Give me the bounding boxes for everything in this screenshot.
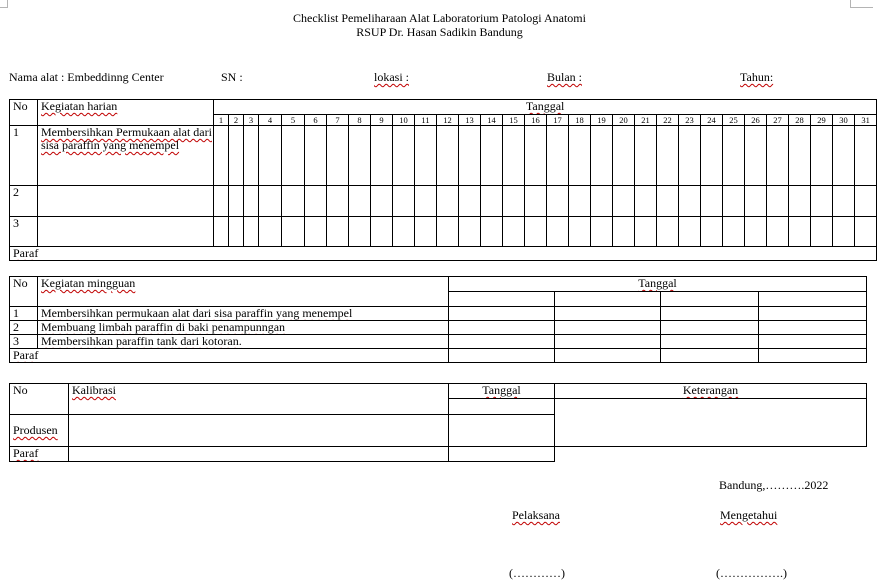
- day-number-cell: 15: [503, 115, 525, 126]
- pelaksana-label: Pelaksana: [512, 508, 560, 522]
- calibration-produsen-label: Produsen: [13, 423, 58, 437]
- daily-date-header: [214, 100, 877, 115]
- document-title: [0, 12, 879, 25]
- calibration-no-header: No: [10, 384, 69, 415]
- day-number-cell: 8: [349, 115, 371, 126]
- day-number-cell: 14: [481, 115, 503, 126]
- day-number-cell: 2: [229, 115, 244, 126]
- daily-date-header-text: Tanggal: [525, 99, 565, 113]
- day-number-cell: 13: [459, 115, 481, 126]
- pelaksana-signature-line: (…………): [509, 566, 565, 580]
- daily-no-header: No: [10, 100, 38, 126]
- calibration-produsen-cell: [10, 415, 69, 447]
- weekly-row-2-text: Membuang limbah paraffin di baki penampunngan: [41, 320, 286, 334]
- day-number-cell: 28: [789, 115, 811, 126]
- daily-checklist-table: [9, 99, 877, 261]
- calibration-kalibrasi-header: [69, 384, 449, 415]
- weekly-row-1-text: Membersihkan permukaan alat dari sisa paraffin yang menempel: [41, 306, 353, 320]
- weekly-no-header: No: [10, 277, 38, 307]
- day-number-cell: 30: [833, 115, 855, 126]
- day-number-cell: 22: [657, 115, 679, 126]
- calibration-paraf-label: Paraf: [13, 446, 39, 460]
- daily-activity-header: [38, 100, 214, 126]
- day-number-cell: 31: [855, 115, 877, 126]
- weekly-checklist-table: [9, 276, 867, 363]
- calibration-notes-cell: [555, 399, 867, 447]
- calibration-paraf-cell: [10, 447, 69, 462]
- daily-row-1-activity: [38, 126, 214, 186]
- calibration-kalibrasi-text: Kalibrasi: [72, 383, 116, 397]
- weekly-paraf-label: Paraf: [13, 348, 39, 362]
- weekly-row-2-activity: [38, 321, 449, 335]
- weekly-row-3-no: 3: [10, 335, 38, 349]
- daily-row-2-activity: [38, 186, 214, 217]
- daily-row-3-activity: [38, 217, 214, 247]
- weekly-row-1-no: 1: [10, 307, 38, 321]
- day-number-cell: 10: [393, 115, 415, 126]
- day-number-cell: 23: [679, 115, 701, 126]
- document-subtitle: [0, 26, 879, 39]
- month-label: Bulan :: [547, 70, 582, 84]
- day-number-cell: 9: [371, 115, 393, 126]
- calibration-date-text: Tanggal: [482, 383, 521, 397]
- serial-number-label: SN :: [221, 70, 243, 84]
- day-number-cell: 27: [767, 115, 789, 126]
- title-line-1: Checklist Pemeliharaan Alat Laboratorium Patologi Anatomi: [293, 11, 586, 25]
- weekly-date-header: [449, 277, 867, 292]
- mengetahui-label: Mengetahui: [720, 508, 778, 522]
- weekly-row-1-activity: [38, 307, 449, 321]
- location-label: lokasi :: [374, 70, 409, 84]
- daily-row-2-no: 2: [10, 186, 38, 217]
- weekly-paraf-row: [10, 349, 449, 363]
- daily-row-3-no: 3: [10, 217, 38, 247]
- day-number-cell: 12: [437, 115, 459, 126]
- day-number-cell: 29: [811, 115, 833, 126]
- day-number-cell: 21: [635, 115, 657, 126]
- calibration-notes-header: [555, 384, 867, 399]
- day-number-cell: 3: [244, 115, 259, 126]
- weekly-activity-header: [38, 277, 449, 307]
- day-number-cell: 5: [282, 115, 305, 126]
- daily-activity-header-text: Kegiatan harian: [41, 99, 118, 113]
- daily-row-1-no: 1: [10, 126, 38, 186]
- title-line-2: RSUP Dr. Hasan Sadikin Bandung: [356, 25, 523, 39]
- day-number-cell: 6: [305, 115, 327, 126]
- day-number-cell: 16: [525, 115, 547, 126]
- calibration-notes-text: Keterangan: [682, 383, 739, 397]
- day-number-cell: 24: [701, 115, 723, 126]
- equipment-name: Nama alat : Embeddinng Center: [9, 70, 164, 84]
- year-label: Tahun:: [740, 70, 774, 84]
- daily-row-1-text: Membersihkan Permukaan alat dari sisa paraffin yang menempel: [41, 125, 212, 152]
- weekly-row-2-no: 2: [10, 321, 38, 335]
- weekly-activity-header-text: Kegiatan mingguan: [41, 276, 136, 290]
- day-number-cell: 4: [259, 115, 282, 126]
- day-number-cell: 19: [591, 115, 613, 126]
- page-corner-mark-right: [850, 0, 873, 8]
- day-number-cell: 1: [214, 115, 229, 126]
- calibration-table: [9, 383, 867, 462]
- day-number-cell: 7: [327, 115, 349, 126]
- weekly-row-3-text: Membersihkan paraffin tank dari kotoran.: [41, 334, 242, 348]
- day-number-cell: 26: [745, 115, 767, 126]
- day-number-cell: 18: [569, 115, 591, 126]
- day-number-cell: 20: [613, 115, 635, 126]
- day-number-cell: 25: [723, 115, 745, 126]
- calibration-date-header: [449, 384, 555, 399]
- day-number-cell: 17: [547, 115, 569, 126]
- daily-paraf-row: [10, 247, 877, 261]
- page-corner-mark-left: [0, 0, 8, 8]
- day-number-cell: 11: [415, 115, 437, 126]
- daily-paraf-label: Paraf: [13, 246, 39, 260]
- mengetahui-signature-line: (…………….): [716, 566, 787, 580]
- weekly-row-3-activity: [38, 335, 449, 349]
- weekly-date-header-text: Tanggal: [638, 276, 677, 290]
- place-date-line: Bandung,……….2022: [719, 478, 829, 492]
